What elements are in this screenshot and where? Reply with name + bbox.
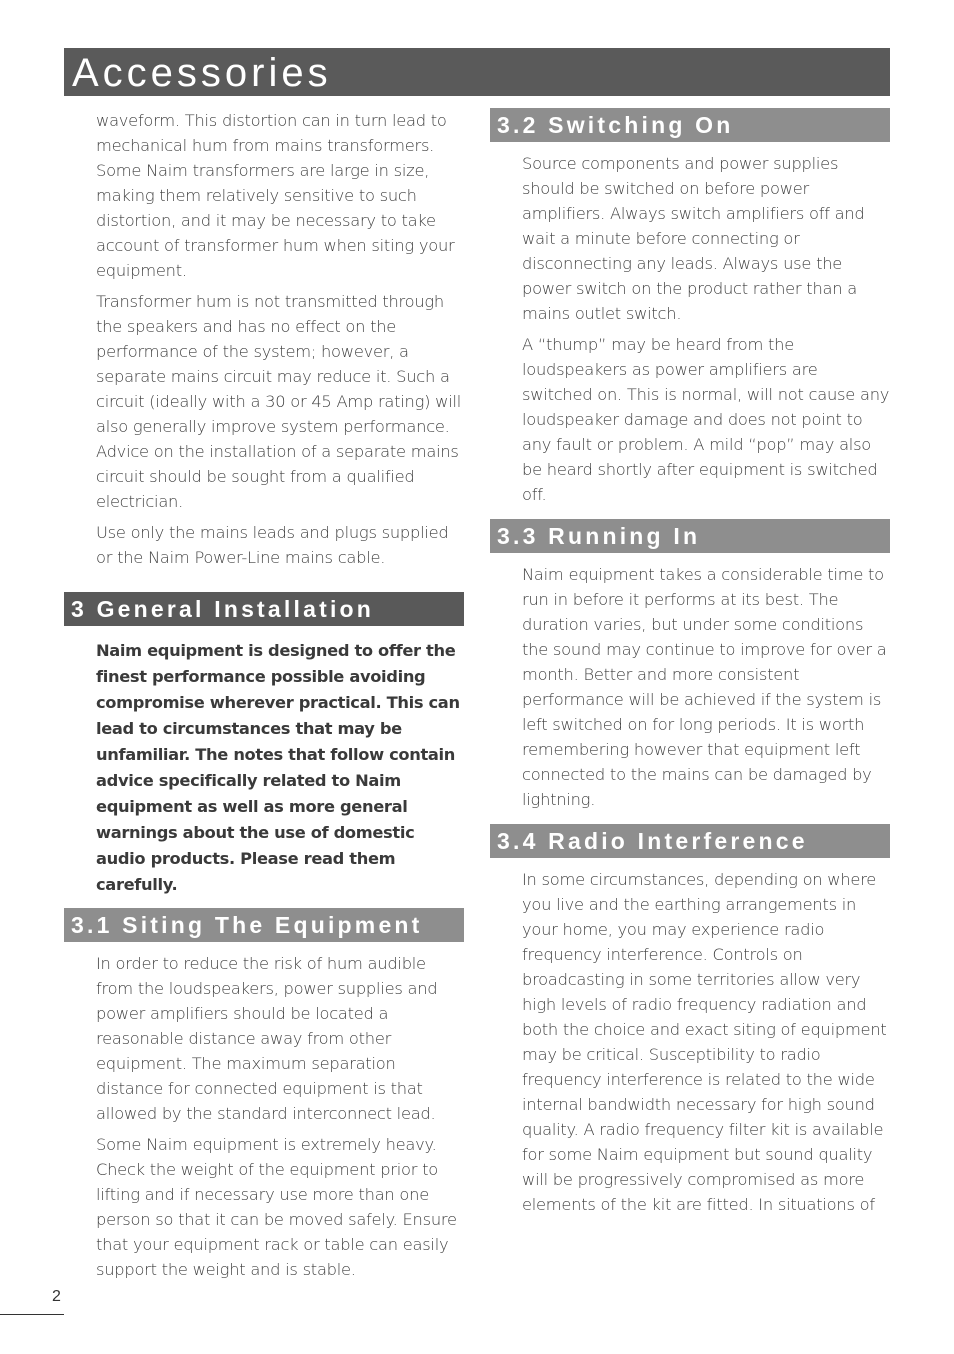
paragraph-running-in: Naim equipment takes a considerable time to run in before it performs at its best. The duration varies, but under some conditions the sound may continue to improve for over a month. Better and more consistent performance will be achieved if the system is left switched on for long periods. It is worth remembering however that equipment left connected to the mains can be damaged by lightning. xyxy=(522,565,887,809)
section-heading-radio-interference: 3.4 Radio Interference xyxy=(490,824,890,858)
section-heading-general-installation: 3 General Installation xyxy=(64,592,464,626)
left-column xyxy=(64,108,464,1288)
paragraph-switching-order: Source components and power supplies should be switched on before power amplifiers. Always switch amplifiers off and wait a minute before connecting or disconnecting any leads. Always use the power switch on the product rather than a mains outlet switch. xyxy=(522,154,865,323)
section-heading-running-in: 3.3 Running In xyxy=(490,519,890,553)
paragraph-transformer-hum: Transformer hum is not transmitted through the speakers and has no effect on the performance of the system; however, a separate mains circuit may reduce it. Such a circuit (ideally with a 30 or 45 Amp rating) will also generally improve system performance. Advice on the installation of a separate mains circuit should be sought from a qualified electrician. xyxy=(96,292,462,511)
page-number: 2 xyxy=(52,1288,61,1305)
paragraph-mains-leads: Use only the mains leads and plugs supplied or the Naim Power-Line mains cable. xyxy=(96,523,449,567)
paragraph-siting-weight: Some Naim equipment is extremely heavy. Check the weight of the equipment prior to lifting and if necessary use more than one person so that it can be moved safely. Ensure that your equipment rack or table can easily support the weight and is stable. xyxy=(96,1135,457,1279)
footer-rule xyxy=(0,1314,64,1315)
paragraph-switching-thump: A “thump” may be heard from the loudspeakers as power amplifiers are switched on. This is normal, will not cause any loudspeaker damage and does not point to any fault or problem. A mild “pop” may also be heard shortly after equipment is switched off. xyxy=(522,335,890,504)
page-banner xyxy=(64,48,890,96)
paragraph-transformer-distortion: waveform. This distortion can in turn lead to mechanical hum from mains transformers. Some Naim transformers are large in size, making them relatively sensitive to such distortion, and it may be necessary to take account of transformer hum when siting your equipment. xyxy=(96,111,455,280)
right-column xyxy=(490,108,890,1223)
paragraph-siting-hum: In order to reduce the risk of hum audible from the loudspeakers, power supplies and power amplifiers should be located a reasonable distance away from other equipment. The maximum separation distance for connected equipment is that allowed by the standard interconnect lead. xyxy=(96,954,438,1123)
paragraph-general-installation-intro: Naim equipment is designed to offer the finest performance possible avoiding compromise wherever practical. This can lead to circumstances that may be unfamiliar. The notes that follow contain advice specifically related to Naim equipment as well as more general warnings about the use of domestic audio products. Please read them carefully. xyxy=(96,641,460,894)
section-heading-switching-on: 3.2 Switching On xyxy=(490,108,890,142)
paragraph-radio-interference: In some circumstances, depending on where you live and the earthing arrangements in your home, you may experience radio frequency interference. Controls on broadcasting in some territories allow very high levels of radio frequency radiation and both the choice and exact siting of equipment may be critical. Susceptibility to radio frequency interference is related to the wide internal bandwidth necessary for high sound quality. A radio frequency filter kit is available for some Naim equipment but sound quality will be progressively compromised as more elements of the kit are fitted. In situations of xyxy=(522,870,887,1214)
section-heading-siting: 3.1 Siting The Equipment xyxy=(64,908,464,942)
page-title: Accessories xyxy=(72,51,332,95)
